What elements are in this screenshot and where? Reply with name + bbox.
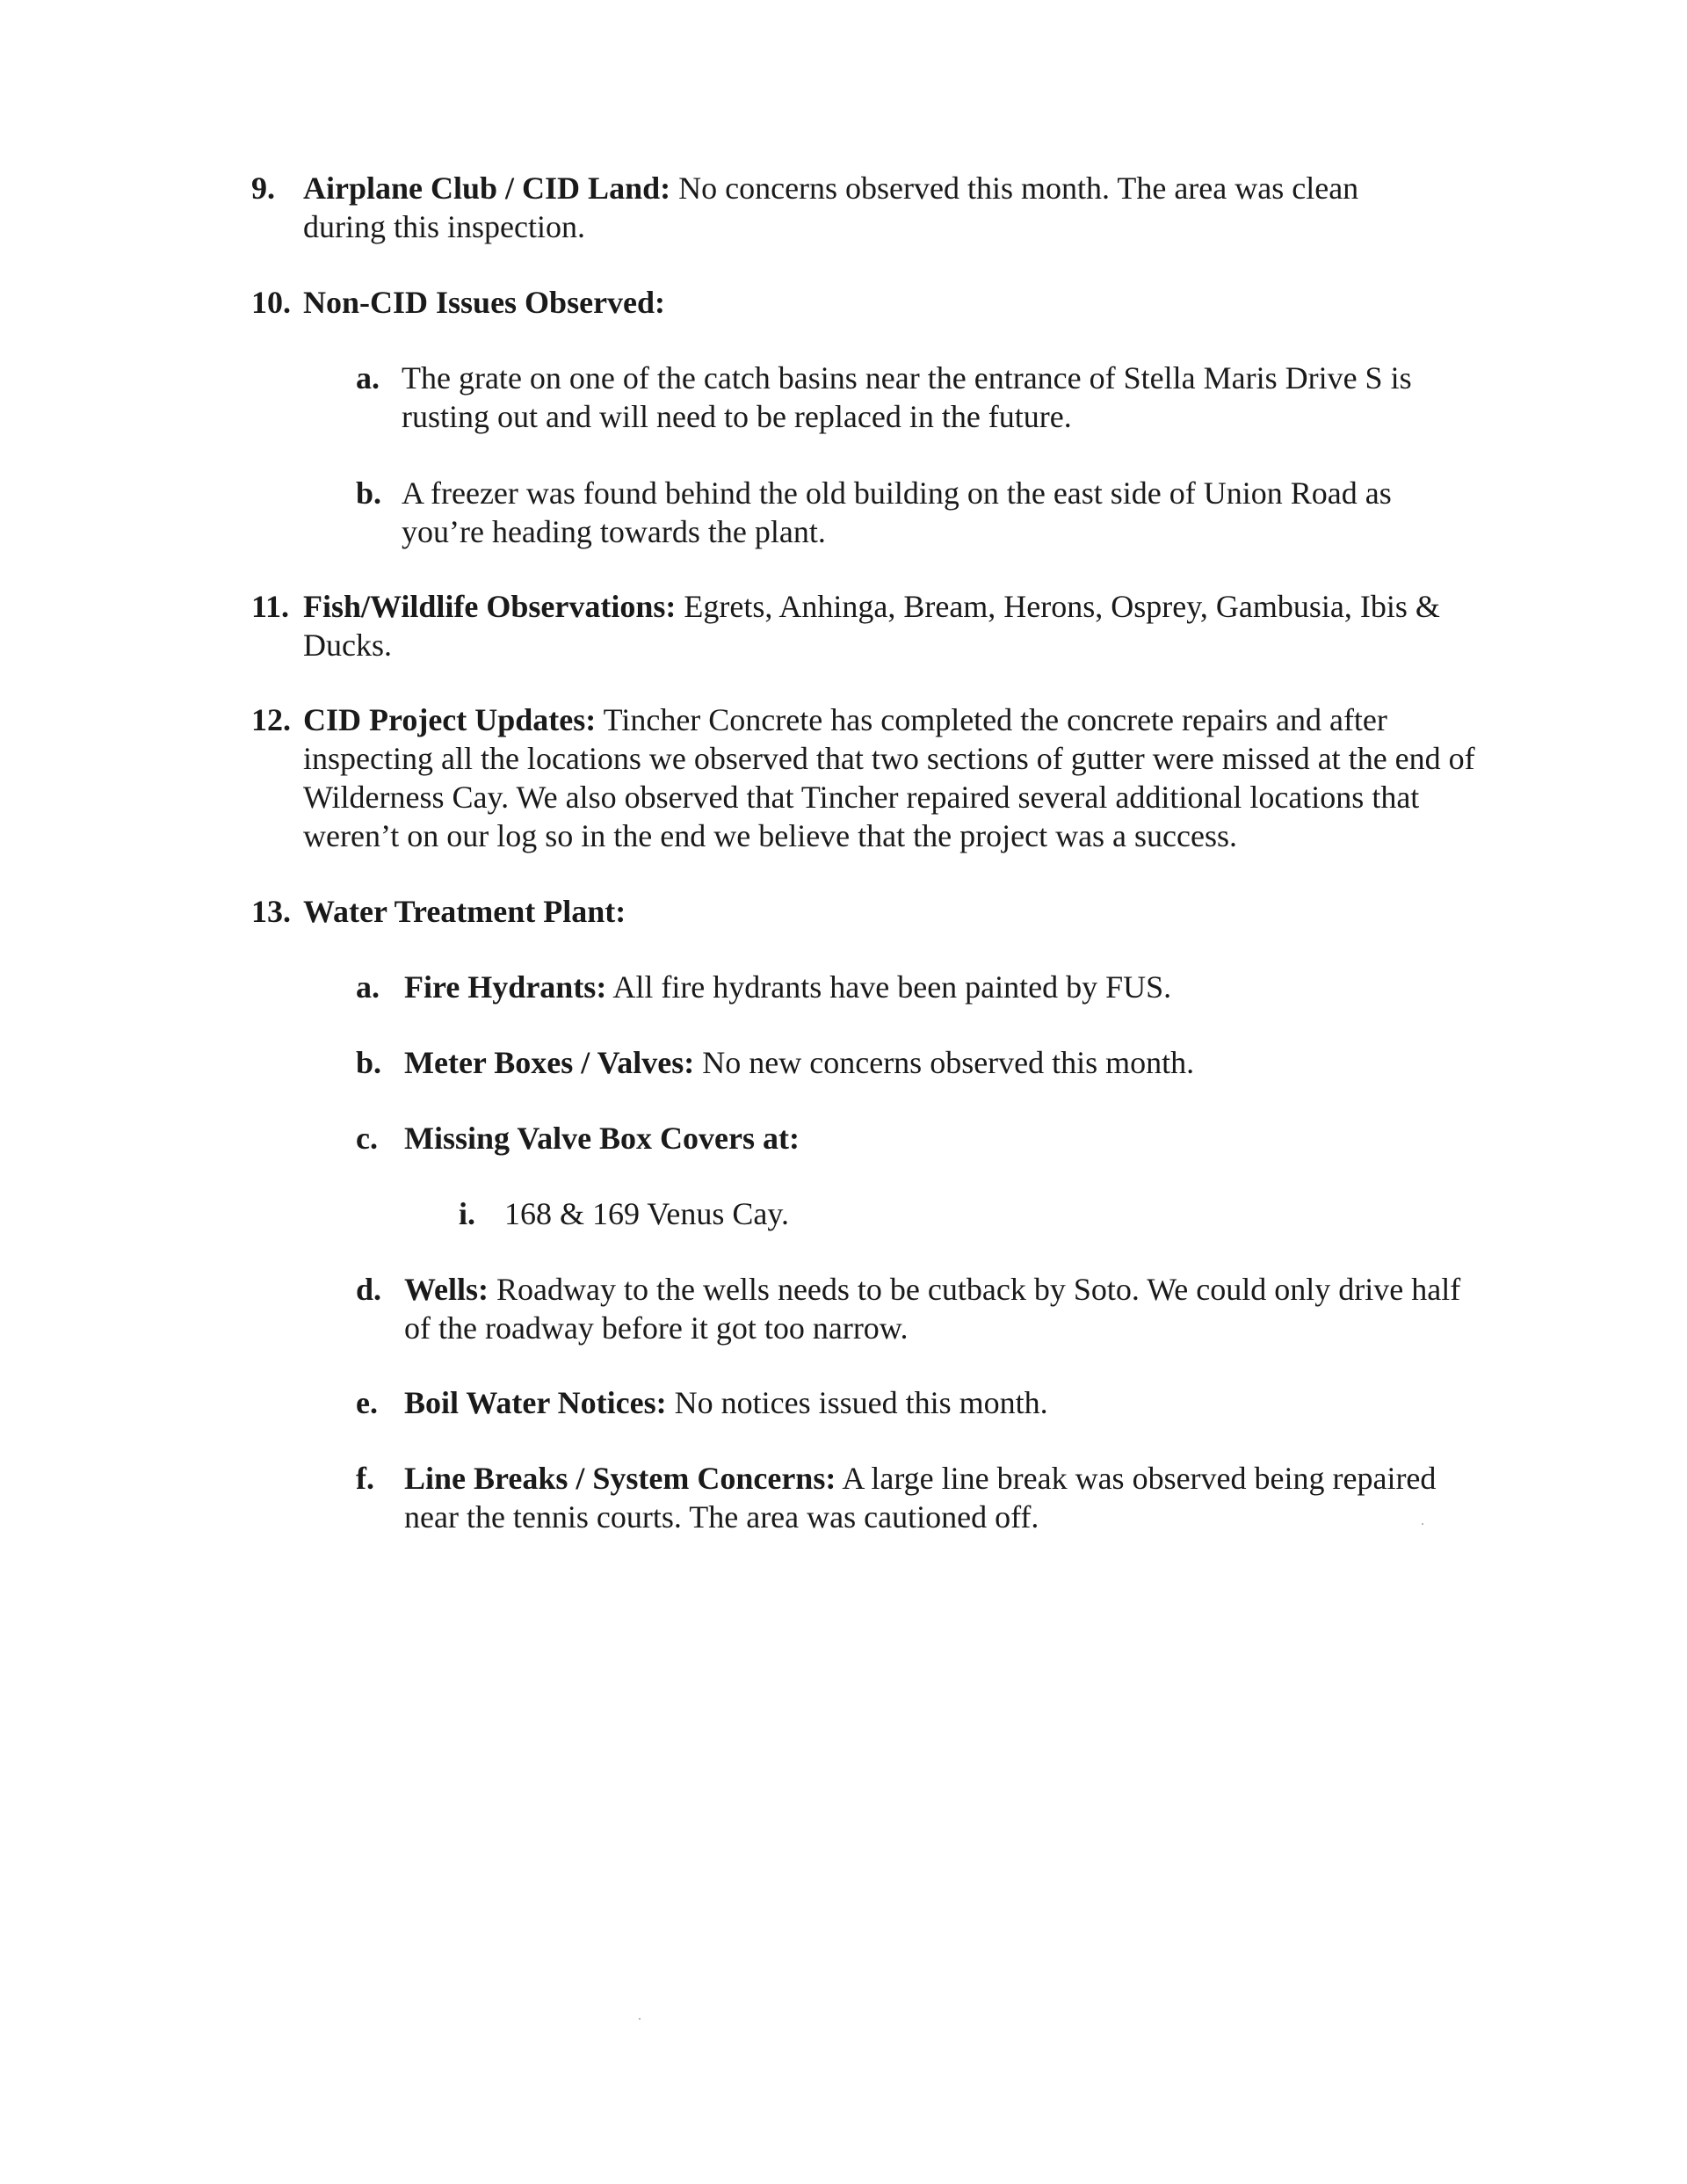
subitem-text: A freezer was found behind the old building on the east side of Union Road as you’re heading towards the plant. [402,475,1392,549]
subitem-body [504,1194,1471,1233]
subitem-heading: Fire Hydrants: [404,969,607,1005]
subitem-body [404,968,1485,1006]
subitem-roman: i. [459,1196,476,1231]
subitem-body [402,359,1472,436]
subitem-letter: b. [356,1045,382,1080]
item-number: 9. [251,171,275,206]
scan-speck [639,2018,641,2020]
item-heading: Airplane Club / CID Land: [303,171,671,206]
item-text: No concerns observed this month. The area was clean during this inspection. [303,171,1359,244]
item-body [303,700,1494,855]
subitem-body [404,1459,1498,1536]
subitem-text: All fire hydrants have been painted by FUS. [606,969,1172,1005]
item-number: 13. [251,894,291,929]
subitem-letter: a. [356,969,380,1005]
item-heading: Non-CID Issues Observed: [303,285,666,320]
item-text: Tincher Concrete has completed the concrete repairs and after inspecting all the locations we observed that two sections of gutter were missed at the end of Wilderness Cay. We also observed that Tincher repaired several additional locations that weren’t on our log so in the end we believe that the project was a success. [303,702,1475,853]
subitem-text: The grate on one of the catch basins near the entrance of Stella Maris Drive S is rusting out and will need to be replaced in the future. [402,360,1412,434]
item-body [303,892,1437,931]
item-heading: Fish/Wildlife Observations: [303,589,677,624]
item-body [303,283,1437,322]
item-number: 12. [251,702,291,737]
item-body [303,169,1437,246]
subitem-letter: d. [356,1272,382,1307]
item-heading: CID Project Updates: [303,702,597,737]
subitem-text: No notices issued this month. [666,1385,1048,1420]
subitem-body [404,1383,1485,1422]
subitem-body [404,1043,1485,1082]
subitem-heading: Missing Valve Box Covers at: [404,1121,800,1156]
subitem-heading: Meter Boxes / Valves: [404,1045,695,1080]
subitem-body [402,474,1472,551]
subitem-text: 168 & 169 Venus Cay. [504,1196,789,1231]
item-number: 10. [251,285,291,320]
subitem-letter: b. [356,475,382,511]
subitem-text: No new concerns observed this month. [694,1045,1195,1080]
item-number: 11. [251,589,290,624]
item-heading: Water Treatment Plant: [303,894,626,929]
subitem-letter: f. [356,1461,374,1496]
item-text: Egrets, Anhinga, Bream, Herons, Osprey, Gambusia, Ibis & Ducks. [303,589,1440,663]
scan-speck [1422,1523,1423,1525]
subitem-letter: c. [356,1121,378,1156]
subitem-body [404,1119,1485,1157]
subitem-heading: Wells: [404,1272,489,1307]
subitem-text: A large line break was observed being repaired near the tennis courts. The area was cautioned off. [404,1461,1437,1535]
subitem-body [404,1270,1481,1347]
subitem-heading: Line Breaks / System Concerns: [404,1461,836,1496]
subitem-text: Roadway to the wells needs to be cutback by Soto. We could only drive half of the roadway before it got too narrow. [404,1272,1461,1346]
subitem-letter: a. [356,360,380,395]
item-body [303,587,1461,664]
subitem-letter: e. [356,1385,378,1420]
subitem-heading: Boil Water Notices: [404,1385,667,1420]
